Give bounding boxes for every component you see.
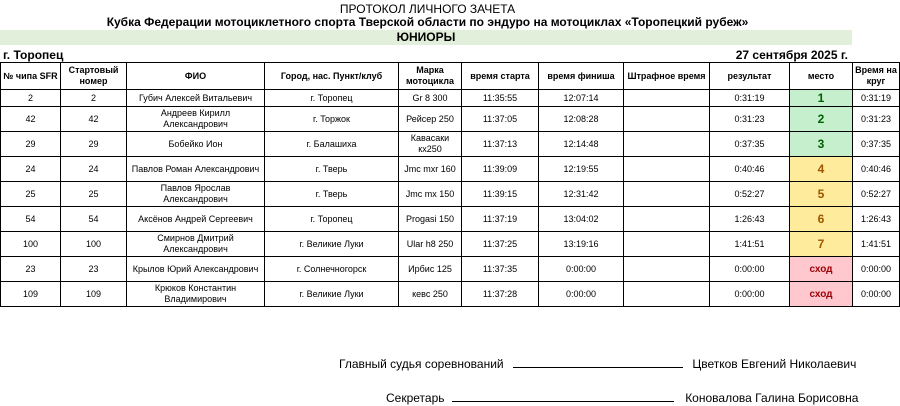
city-cell: г. Торопец [265,207,399,232]
chip-cell: 42 [1,107,61,132]
place-cell: 6 [790,207,853,232]
bike-cell: Ирбис 125 [399,257,462,282]
table-row [1,257,900,282]
table-row [1,132,900,157]
name-cell: Аксёнов Андрей Сергеевич [127,207,265,232]
name-cell: Павлов Роман Александрович [127,157,265,182]
secretary-label: Секретарь [386,391,445,405]
bike-cell: кевс 250 [399,282,462,307]
name-cell: Крюков Константин Владимирович [127,282,265,307]
city-cell: г. Балашиха [265,132,399,157]
lap-time-cell: 0:37:35 [853,132,900,157]
penalty-cell [624,107,710,132]
result-cell: 0:37:35 [710,132,790,157]
city-cell: г. Великие Луки [265,232,399,257]
name-cell: Смирнов Дмитрий Александрович [127,232,265,257]
result-cell: 0:00:00 [710,257,790,282]
chip-cell: 24 [1,157,61,182]
place-cell: 2 [790,107,853,132]
judge-signature-line [513,357,683,368]
place-cell: сход [790,282,853,307]
bike-cell: Кавасаки кх250 [399,132,462,157]
city-cell: г. Великие Луки [265,282,399,307]
lap-time-cell: 0:00:00 [853,257,900,282]
lap-time-cell: 0:31:19 [853,90,900,107]
protocol-subtitle: Кубка Федерации мотоциклетного спорта Тверской области по эндуро на мотоциклах «Торопецкий рубеж» [106,15,749,29]
finish-time-cell: 0:00:00 [539,257,624,282]
start-time-cell: 11:37:25 [462,232,539,257]
place-cell: сход [790,257,853,282]
table-row [1,282,900,307]
results-table [0,62,900,307]
name-cell: Губич Алексей Витальевич [127,90,265,107]
chip-cell: 109 [1,282,61,307]
start-number-cell: 42 [61,107,127,132]
chip-cell: 100 [1,232,61,257]
event-date: 27 сентября 2025 г. [735,48,848,62]
start-time-cell: 11:37:05 [462,107,539,132]
result-cell: 1:26:43 [710,207,790,232]
penalty-cell [624,282,710,307]
venue-city: г. Торопец [3,48,64,62]
penalty-cell [624,257,710,282]
finish-time-cell: 13:19:16 [539,232,624,257]
finish-time-cell: 13:04:02 [539,207,624,232]
finish-time-cell: 12:08:28 [539,107,624,132]
finish-time-cell: 12:19:55 [539,157,624,182]
protocol-title: ПРОТОКОЛ ЛИЧНОГО ЗАЧЕТА [339,2,516,16]
start-number-cell: 29 [61,132,127,157]
penalty-cell [624,90,710,107]
col-bike: Марка мотоцикла [399,63,462,90]
lap-time-cell: 0:40:46 [853,157,900,182]
finish-time-cell: 12:31:42 [539,182,624,207]
table-row [1,157,900,182]
name-cell: Крылов Юрий Александрович [127,257,265,282]
lap-time-cell: 1:26:43 [853,207,900,232]
result-cell: 0:31:23 [710,107,790,132]
start-time-cell: 11:39:15 [462,182,539,207]
start-number-cell: 100 [61,232,127,257]
lap-time-cell: 0:00:00 [853,282,900,307]
judge-signature [339,357,856,371]
city-cell: г. Тверь [265,157,399,182]
col-penalty: Штрафное время [624,63,710,90]
start-time-cell: 11:35:55 [462,90,539,107]
table-row [1,232,900,257]
start-time-cell: 11:37:13 [462,132,539,157]
col-lap-time: Время на круг [853,63,900,90]
start-time-cell: 11:37:35 [462,257,539,282]
chip-cell: 2 [1,90,61,107]
table-row [1,107,900,132]
penalty-cell [624,232,710,257]
judge-label: Главный судья соревнований [339,357,504,371]
table-row [1,207,900,232]
bike-cell: Progasi 150 [399,207,462,232]
place-cell: 4 [790,157,853,182]
place-cell: 1 [790,90,853,107]
table-row [1,182,900,207]
col-name: ФИО [127,63,265,90]
finish-time-cell: 12:14:48 [539,132,624,157]
col-place: место [790,63,853,90]
result-cell: 0:52:27 [710,182,790,207]
start-number-cell: 2 [61,90,127,107]
col-chip: № чипа SFR [1,63,61,90]
finish-time-cell: 12:07:14 [539,90,624,107]
table-row [1,90,900,107]
lap-time-cell: 0:52:27 [853,182,900,207]
start-time-cell: 11:39:09 [462,157,539,182]
col-result: результат [710,63,790,90]
result-cell: 0:40:46 [710,157,790,182]
city-cell: г. Тверь [265,182,399,207]
lap-time-cell: 0:31:23 [853,107,900,132]
start-number-cell: 24 [61,157,127,182]
start-time-cell: 11:37:19 [462,207,539,232]
bike-cell: Gr 8 300 [399,90,462,107]
col-city: Город, нас. Пункт/клуб [265,63,399,90]
col-finish-time: время финиша [539,63,624,90]
city-cell: г. Торопец [265,90,399,107]
place-cell: 7 [790,232,853,257]
table-header-row [1,63,900,90]
penalty-cell [624,157,710,182]
name-cell: Андреев Кирилл Александрович [127,107,265,132]
secretary-signature-line [452,391,674,402]
city-cell: г. Торжок [265,107,399,132]
col-start-number: Стартовый номер [61,63,127,90]
finish-time-cell: 0:00:00 [539,282,624,307]
result-cell: 1:41:51 [710,232,790,257]
bike-cell: Jmc mx 150 [399,182,462,207]
result-cell: 0:00:00 [710,282,790,307]
start-number-cell: 23 [61,257,127,282]
chip-cell: 29 [1,132,61,157]
name-cell: Бобейко Ион [127,132,265,157]
start-number-cell: 54 [61,207,127,232]
result-cell: 0:31:19 [710,90,790,107]
start-number-cell: 109 [61,282,127,307]
name-cell: Павлов Ярослав Александрович [127,182,265,207]
place-cell: 3 [790,132,853,157]
penalty-cell [624,182,710,207]
judge-name: Цветков Евгений Николаевич [692,357,857,371]
secretary-name: Коновалова Галина Борисовна [685,391,859,405]
place-cell: 5 [790,182,853,207]
bike-cell: Рейсер 250 [399,107,462,132]
chip-cell: 25 [1,182,61,207]
lap-time-cell: 1:41:51 [853,232,900,257]
bike-cell: Ular h8 250 [399,232,462,257]
secretary-signature [386,391,858,405]
start-time-cell: 11:37:28 [462,282,539,307]
bike-cell: Jmc mxr 160 [399,157,462,182]
col-start-time: время старта [462,63,539,90]
start-number-cell: 25 [61,182,127,207]
penalty-cell [624,132,710,157]
city-cell: г. Солнечногорск [265,257,399,282]
penalty-cell [624,207,710,232]
chip-cell: 54 [1,207,61,232]
chip-cell: 23 [1,257,61,282]
category-band: ЮНИОРЫ [0,30,852,45]
